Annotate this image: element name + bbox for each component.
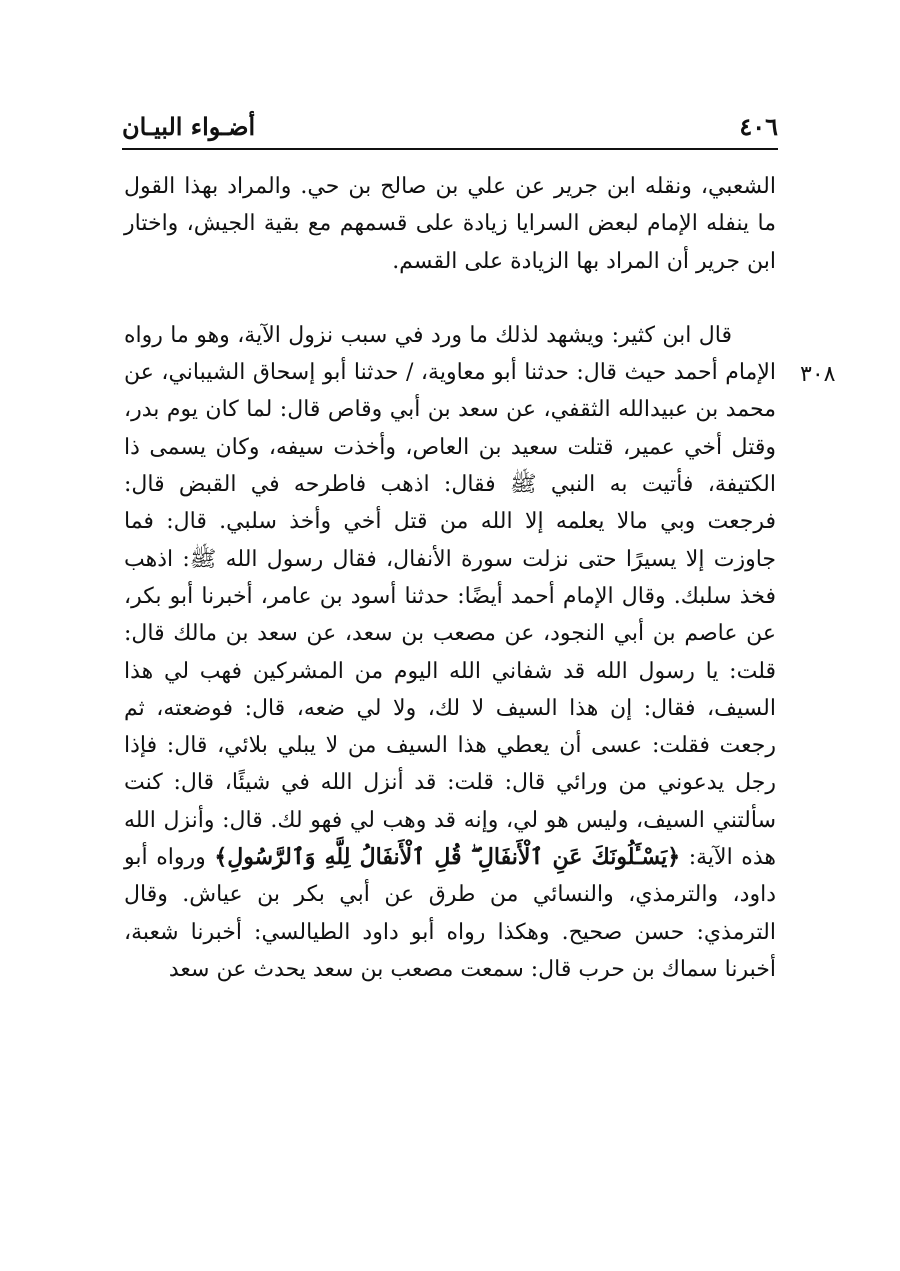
quran-bracket-open: ﴿	[667, 844, 681, 871]
running-title: أضـواء البيـان	[122, 112, 256, 141]
paragraph-2-continuation: ورواه أبو داود، والترمذي، والنسائي من طرق عن أبي بكر بن عياش. وقال الترمذي: حسن صحيح. وهكذا رواه أبو داود الطيالسي: أخبرنا شعبة، أخبرنا سماك بن حرب قال: سمعت مصعب بن سعد يحدث عن سعد	[124, 845, 776, 982]
paragraph-1: الشعبي، ونقله ابن جرير عن علي بن صالح بن حي. والمراد بهذا القول ما ينفله الإمام لبعض السرايا زيادة على قسمهم مع بقية الجيش، واختار ابن جرير أن المراد بها الزيادة على القسم.	[124, 174, 776, 274]
quran-verse: يَسْـَٔلُونَكَ عَنِ ٱلْأَنفَالِ ۖ قُلِ ٱلْأَنفَالُ لِلَّهِ وَٱلرَّسُولِ	[227, 844, 668, 871]
header-rule	[122, 148, 778, 150]
page-header	[122, 108, 778, 146]
main-text	[124, 168, 776, 988]
paragraph-2-text: قال ابن كثير: ويشهد لذلك ما ورد في سبب نزول الآية، وهو ما رواه الإمام أحمد حيث قال: حدثنا أبو معاوية، / حدثنا أبو إسحاق الشيباني، عن محمد بن عبيدالله الثقفي، عن سعد بن أبي وقاص قال: لما كان يوم بدر، وقتل أخي عمير، قتلت سعيد بن العاص، وأخذت سيفه، وكان يسمى ذا الكتيفة، فأتيت به النبي ﷺ فقال: اذهب فاطرحه في القبض قال: فرجعت وبي مالا يعلمه إلا الله من قتل أخي وأخذ سلبي. قال: فما جاوزت إلا يسيرًا حتى نزلت سورة الأنفال، فقال رسول الله ﷺ: اذهب فخذ سلبك. وقال الإمام أحمد أيضًا: حدثنا أسود بن عامر، أخبرنا أبو بكر، عن عاصم بن أبي النجود، عن مصعب بن سعد، عن سعد بن مالك قال: قلت: يا رسول الله قد شفاني الله اليوم من المشركين فهب لي هذا السيف، فقال: إن هذا السيف لا لك، ولا لي ضعه، قال: فوضعته، ثم رجعت فقلت: عسى أن يعطي هذا السيف من لا يبلي بلائي، قال: فإذا رجل يدعوني من ورائي قال: قلت: قد أنزل الله في شيئًا، قال: كنت سألتني السيف، وليس هو لي، وإنه قد وهب لي فهو لك. قال: وأنزل الله هذه الآية:	[124, 322, 776, 871]
page-number: ٤٠٦	[739, 112, 778, 141]
paragraph-2	[124, 317, 776, 988]
margin-page-marker: ٣٠٨	[800, 362, 836, 387]
quran-bracket-close: ﴾	[214, 844, 228, 871]
